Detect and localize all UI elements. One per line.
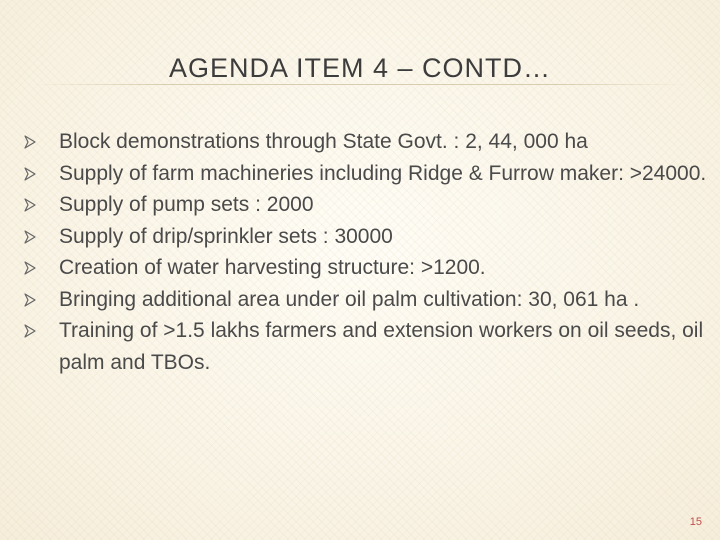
bullet-list xyxy=(24,126,710,378)
bullet-text: Block demonstrations through State Govt. : 2, 44, 000 ha xyxy=(59,130,588,153)
slide-title: AGENDA ITEM 4 – CONTD… xyxy=(168,53,552,83)
bullet-item xyxy=(24,158,710,190)
arrowhead-bullet-icon xyxy=(24,135,36,149)
bullet-text: Training of >1.5 lakhs farmers and extension workers on oil seeds, oil palm and TBOs. xyxy=(59,319,704,374)
arrowhead-bullet-icon xyxy=(24,198,36,212)
bullet-text: Bringing additional area under oil palm cultivation: 30, 061 ha . xyxy=(59,287,640,311)
bullet-text: Supply of pump sets : 2000 xyxy=(59,193,314,216)
bullet-item xyxy=(24,284,710,316)
bullet-text: Creation of water harvesting structure: >1200. xyxy=(59,256,486,279)
bullet-item xyxy=(24,252,710,284)
bullet-item xyxy=(24,315,710,378)
slide-number: 15 xyxy=(689,516,702,528)
bullet-text: Supply of farm machineries including Ridge & Furrow maker: >24000. xyxy=(59,161,707,185)
arrowhead-bullet-icon xyxy=(24,230,36,244)
arrowhead-bullet-icon xyxy=(24,324,36,338)
title-underline xyxy=(30,84,690,85)
bullet-item xyxy=(24,126,710,158)
bullet-text: Supply of drip/sprinkler sets : 30000 xyxy=(59,224,393,248)
bullet-item xyxy=(24,221,710,253)
arrowhead-bullet-icon xyxy=(24,293,36,307)
arrowhead-bullet-icon xyxy=(24,167,36,181)
bullet-item xyxy=(24,189,710,221)
arrowhead-bullet-icon xyxy=(24,261,36,275)
